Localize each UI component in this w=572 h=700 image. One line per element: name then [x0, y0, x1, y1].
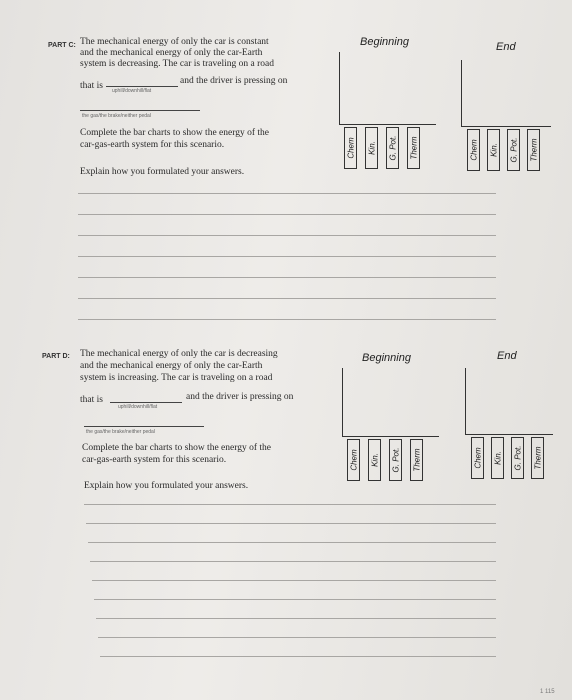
part-d-answer-line-2[interactable]: [86, 523, 496, 524]
part-c-text-line1: The mechanical energy of only the car is constant: [80, 37, 269, 47]
cat-label-kin: Kin.: [370, 453, 379, 467]
part-c-begin-cat-kin[interactable]: [365, 127, 378, 169]
cat-label-gpot: G. Pot.: [509, 137, 518, 163]
part-c-text-line2: and the mechanical energy of only the car-Earth: [80, 48, 263, 58]
part-c-answer-line-2[interactable]: [78, 214, 496, 215]
part-c-beginning-x-axis: [339, 124, 436, 125]
part-c-answer-line-7[interactable]: [78, 319, 496, 320]
cat-label-kin: Kin.: [367, 141, 376, 155]
cat-label-therm: Therm: [533, 446, 542, 470]
part-d-answer-line-7[interactable]: [96, 618, 496, 619]
part-d-begin-cat-kin[interactable]: [368, 439, 381, 481]
part-d-pedal-options: the gas/the brake/neither pedal: [86, 429, 155, 435]
part-c-answer-line-5[interactable]: [78, 277, 496, 278]
part-d-end-cat-kin[interactable]: [491, 437, 504, 479]
cat-label-gpot: G. Pot.: [391, 447, 400, 473]
part-c-chart-end-title: End: [496, 41, 516, 53]
part-d-text-line3: system is increasing. The car is traveling on a road: [80, 373, 273, 383]
part-d-answer-line-1[interactable]: [84, 504, 496, 505]
part-d-answer-line-3[interactable]: [88, 542, 496, 543]
part-d-instruction-line2: car-gas-earth system for this scenario.: [82, 455, 227, 465]
cat-label-chem: Chem: [469, 139, 478, 161]
part-c-text-line3: system is decreasing. The car is traveling on a road: [80, 59, 274, 69]
cat-label-therm: Therm: [409, 136, 418, 160]
part-d-road-blank[interactable]: [110, 402, 182, 403]
part-d-end-cat-chem[interactable]: [471, 437, 484, 479]
part-c-beginning-y-axis: [339, 52, 340, 124]
part-d-label: PART D:: [42, 353, 70, 360]
part-c-answer-line-6[interactable]: [78, 298, 496, 299]
part-c-instruction-line2: car-gas-earth system for this scenario.: [80, 140, 225, 150]
part-c-answer-line-1[interactable]: [78, 193, 496, 194]
part-c-driver-text: and the driver is pressing on: [180, 76, 288, 86]
part-d-instruction-line1: Complete the bar charts to show the energy of the: [82, 443, 271, 453]
cat-label-therm: Therm: [412, 448, 421, 472]
part-d-answer-line-4[interactable]: [90, 561, 496, 562]
part-c-road-options: uphill/downhill/flat: [112, 88, 152, 94]
cat-label-chem: Chem: [473, 447, 482, 469]
part-d-begin-cat-therm[interactable]: [410, 439, 423, 481]
part-d-end-cat-therm[interactable]: [531, 437, 544, 479]
part-d-text-line2: and the mechanical energy of only the car-Earth: [80, 361, 263, 371]
cat-label-gpot: G. Pot.: [513, 445, 522, 471]
cat-label-kin: Kin.: [493, 451, 502, 465]
part-d-answer-line-5[interactable]: [92, 580, 496, 581]
cat-label-chem: Chem: [346, 137, 355, 159]
part-d-chart-end-title: End: [497, 350, 517, 362]
part-c-begin-cat-chem[interactable]: [344, 127, 357, 169]
part-d-end-cat-gpot[interactable]: [511, 437, 524, 479]
part-c-begin-cat-gpot[interactable]: [386, 127, 399, 169]
part-d-explain-prompt: Explain how you formulated your answers.: [84, 481, 249, 491]
part-c-explain-prompt: Explain how you formulated your answers.: [80, 167, 245, 177]
part-c-answer-line-3[interactable]: [78, 235, 496, 236]
part-d-end-y-axis: [465, 368, 466, 434]
part-d-answer-line-8[interactable]: [98, 637, 496, 638]
part-c-instruction-line1: Complete the bar charts to show the energy of the: [80, 128, 269, 138]
part-c-pedal-options: the gas/the brake/neither pedal: [82, 113, 151, 119]
part-d-road-options: uphill/downhill/flat: [118, 404, 158, 410]
part-c-chart-beginning-title: Beginning: [360, 36, 409, 48]
cat-label-chem: Chem: [349, 449, 358, 471]
part-c-road-blank[interactable]: [106, 86, 178, 87]
cat-label-kin: Kin.: [489, 143, 498, 157]
part-c-begin-cat-therm[interactable]: [407, 127, 420, 169]
part-d-that-is: that is: [80, 395, 103, 405]
part-d-begin-cat-chem[interactable]: [347, 439, 360, 481]
part-c-end-cat-chem[interactable]: [467, 129, 480, 171]
part-d-begin-cat-gpot[interactable]: [389, 439, 402, 481]
part-c-end-cat-kin[interactable]: [487, 129, 500, 171]
part-c-end-y-axis: [461, 60, 462, 126]
part-c-pedal-blank[interactable]: [80, 110, 200, 111]
part-d-answer-line-6[interactable]: [94, 599, 496, 600]
part-c-end-cat-therm[interactable]: [527, 129, 540, 171]
cat-label-therm: Therm: [529, 138, 538, 162]
part-c-label: PART C:: [48, 42, 76, 49]
part-d-end-x-axis: [465, 434, 553, 435]
cat-label-gpot: G. Pot.: [388, 135, 397, 161]
part-d-answer-line-9[interactable]: [100, 656, 496, 657]
corner-page-mark: 1 115: [540, 689, 555, 695]
part-d-pedal-blank[interactable]: [84, 426, 204, 427]
part-d-driver-text: and the driver is pressing on: [186, 392, 294, 402]
part-c-that-is: that is: [80, 81, 103, 91]
part-c-end-cat-gpot[interactable]: [507, 129, 520, 171]
part-d-beginning-y-axis: [342, 368, 343, 436]
part-c-answer-line-4[interactable]: [78, 256, 496, 257]
part-c-end-x-axis: [461, 126, 551, 127]
part-d-chart-beginning-title: Beginning: [362, 352, 411, 364]
part-d-text-line1: The mechanical energy of only the car is decreasing: [80, 349, 278, 359]
part-d-beginning-x-axis: [342, 436, 439, 437]
